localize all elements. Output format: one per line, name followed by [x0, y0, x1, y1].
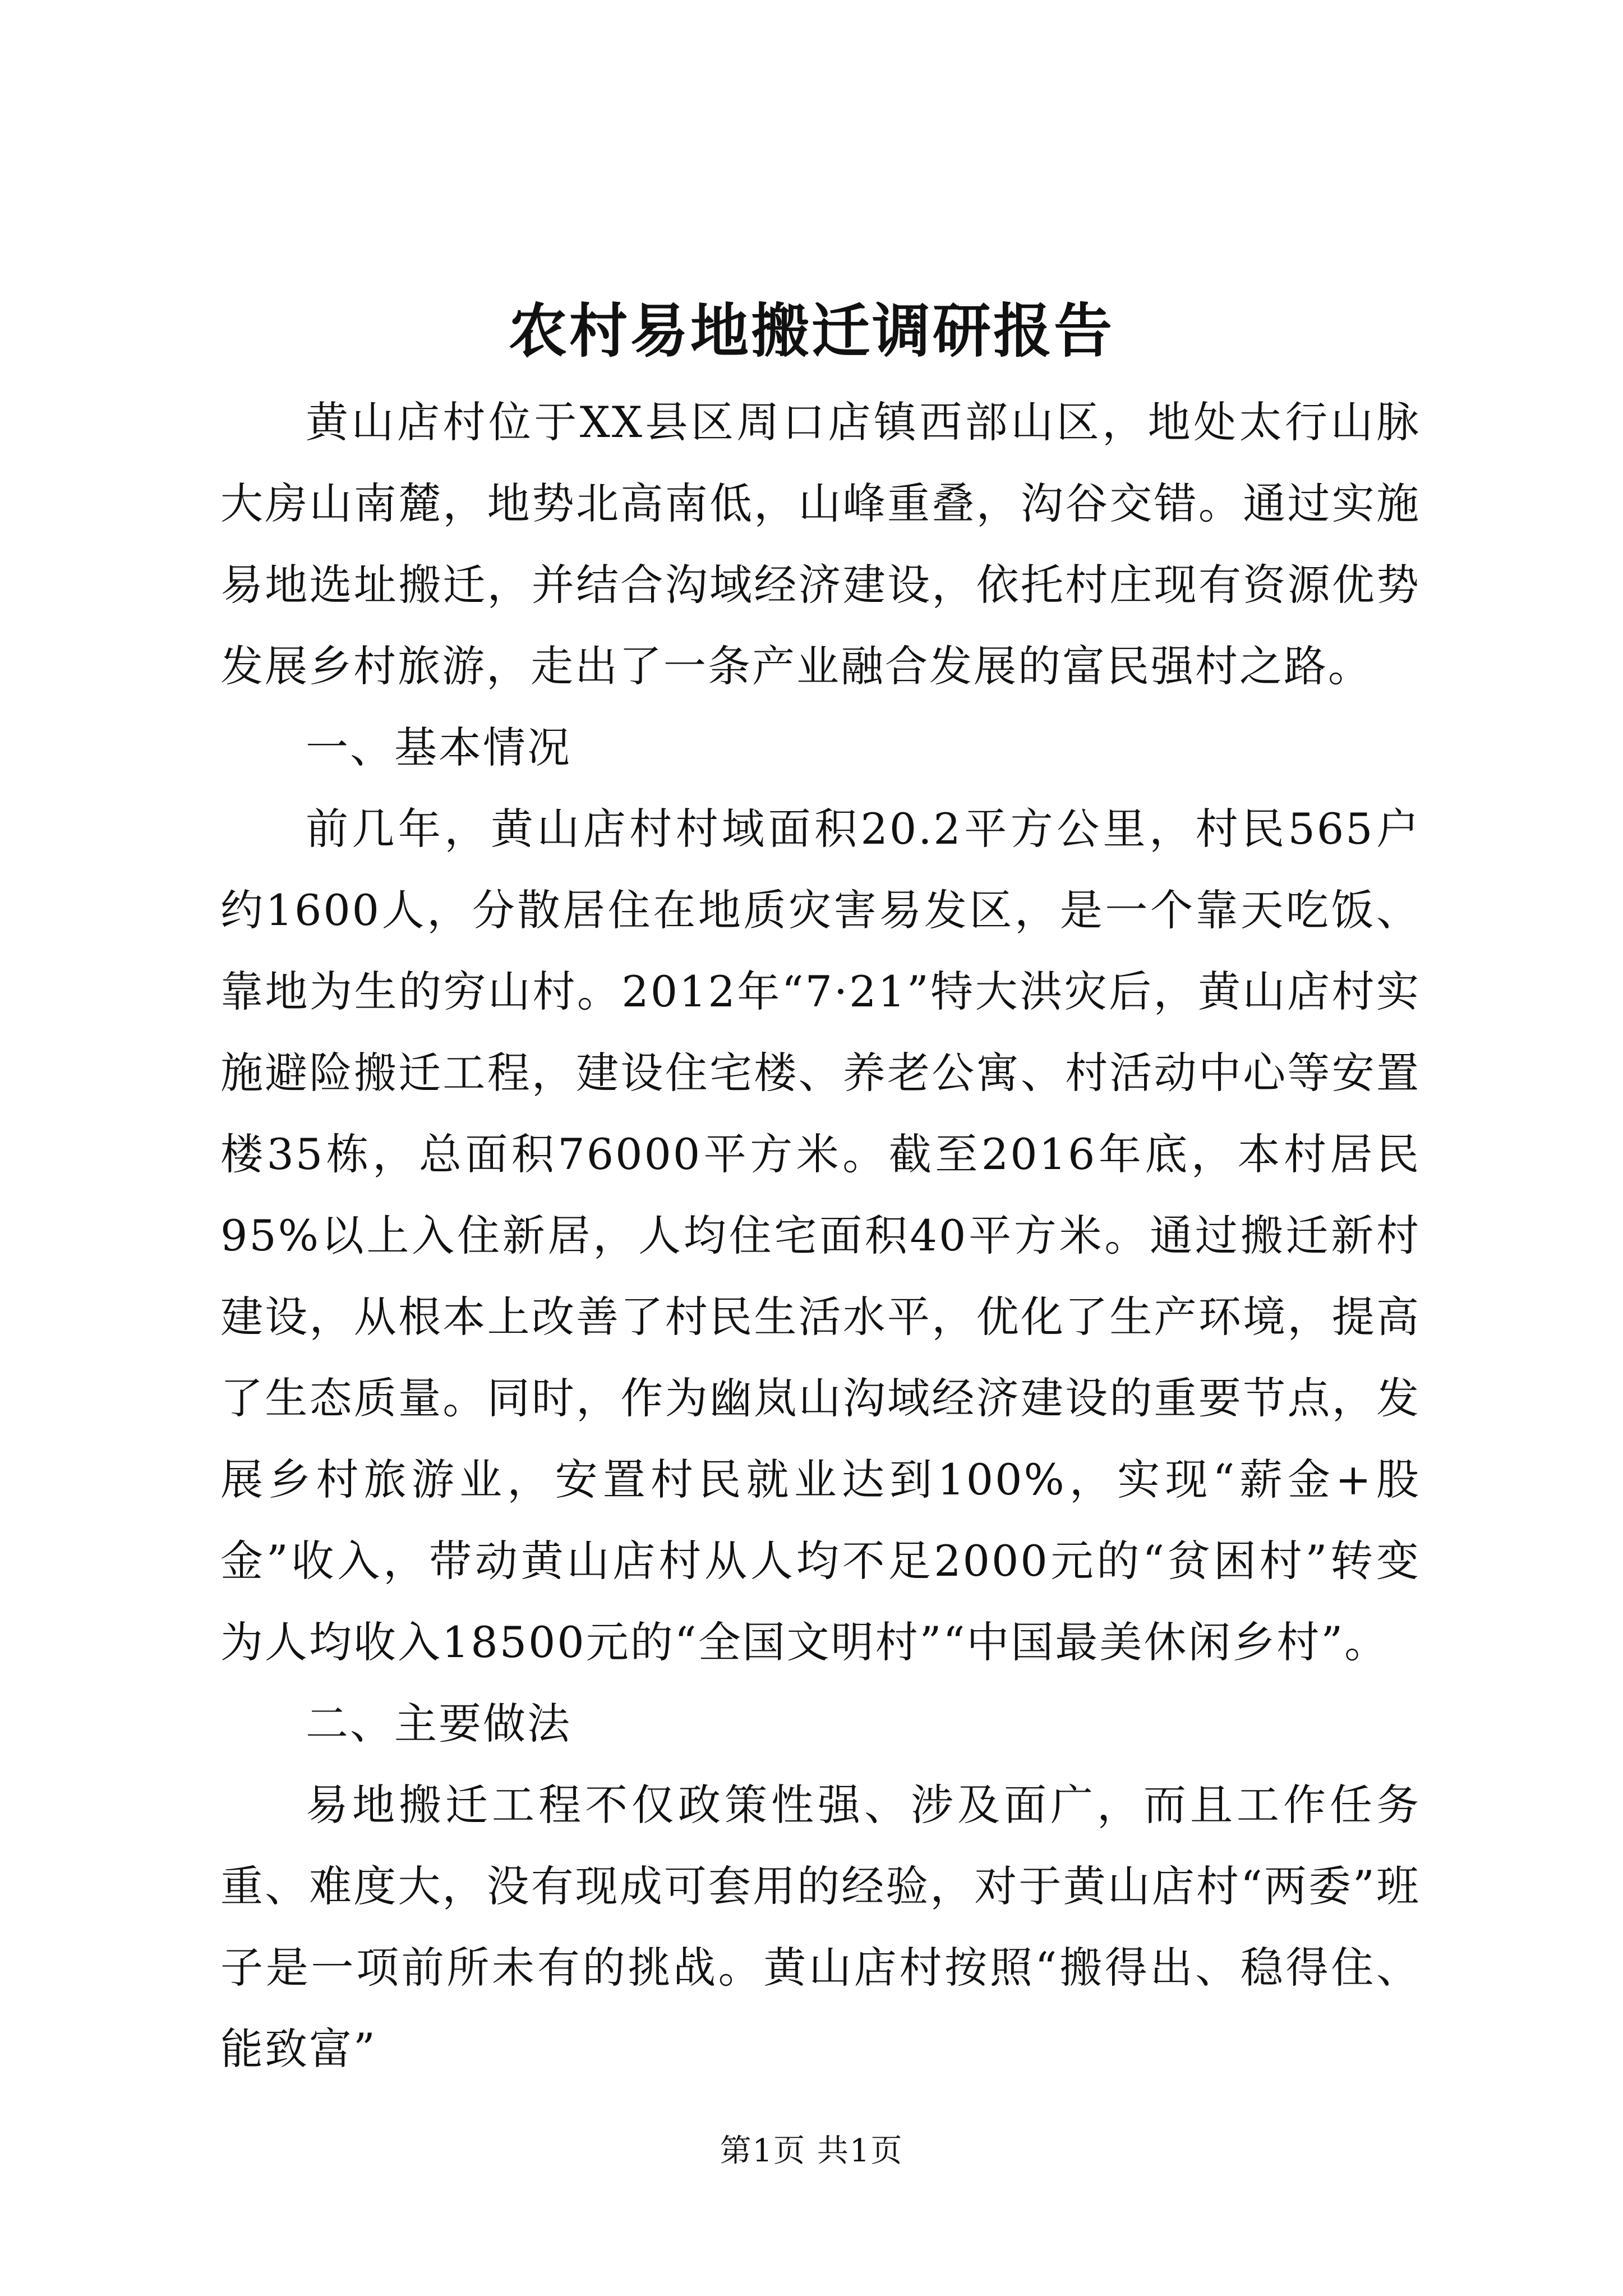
paragraph-basic-situation: 前几年，黄山店村村域面积20.2平方公里，村民565户约1600人，分散居住在地质灾害易发区，是一个靠天吃饭、靠地为生的穷山村。2012年“7·21”特大洪灾后，黄山店村实施避险搬迁工程，建设住宅楼、养老公寓、村活动中心等安置楼35栋，总面积76000平方米。截至2016年底，本村居民95%以上入住新居，人均住宅面积40平方米。通过搬迁新村建设，从根本上改善了村民生活水平，优化了生产环境，提高了生态质量。同时，作为幽岚山沟域经济建设的重要节点，发展乡村旅游业，安置村民就业达到100%，实现“薪金+股金”收入，带动黄山店村从人均不足2000元的“贫困村”转变为人均收入18500元的“全国文明村”“中国最美休闲乡村”。 [220, 804, 1421, 1667]
section-heading-basic-situation: 一、基本情况 [306, 723, 571, 772]
document-body [220, 381, 1421, 2090]
page-footer: 第1页 共1页 [720, 2133, 903, 2169]
document-title: 农村易地搬迁调研报告 [508, 296, 1114, 365]
paragraph-intro: 黄山店村位于XX县区周口店镇西部山区，地处太行山脉大房山南麓，地势北高南低，山峰重叠，沟谷交错。通过实施易地选址搬迁，并结合沟域经济建设，依托村庄现有资源优势发展乡村旅游，走出了一条产业融合发展的富民强村之路。 [220, 397, 1421, 691]
section-heading-main-practices: 二、主要做法 [306, 1699, 571, 1749]
paragraph-main-practices: 易地搬迁工程不仅政策性强、涉及面广，而且工作任务重、难度大，没有现成可套用的经验，对于黄山店村“两委”班子是一项前所未有的挑战。黄山店村按照“搬得出、稳得住、能致富” [220, 1780, 1421, 2074]
